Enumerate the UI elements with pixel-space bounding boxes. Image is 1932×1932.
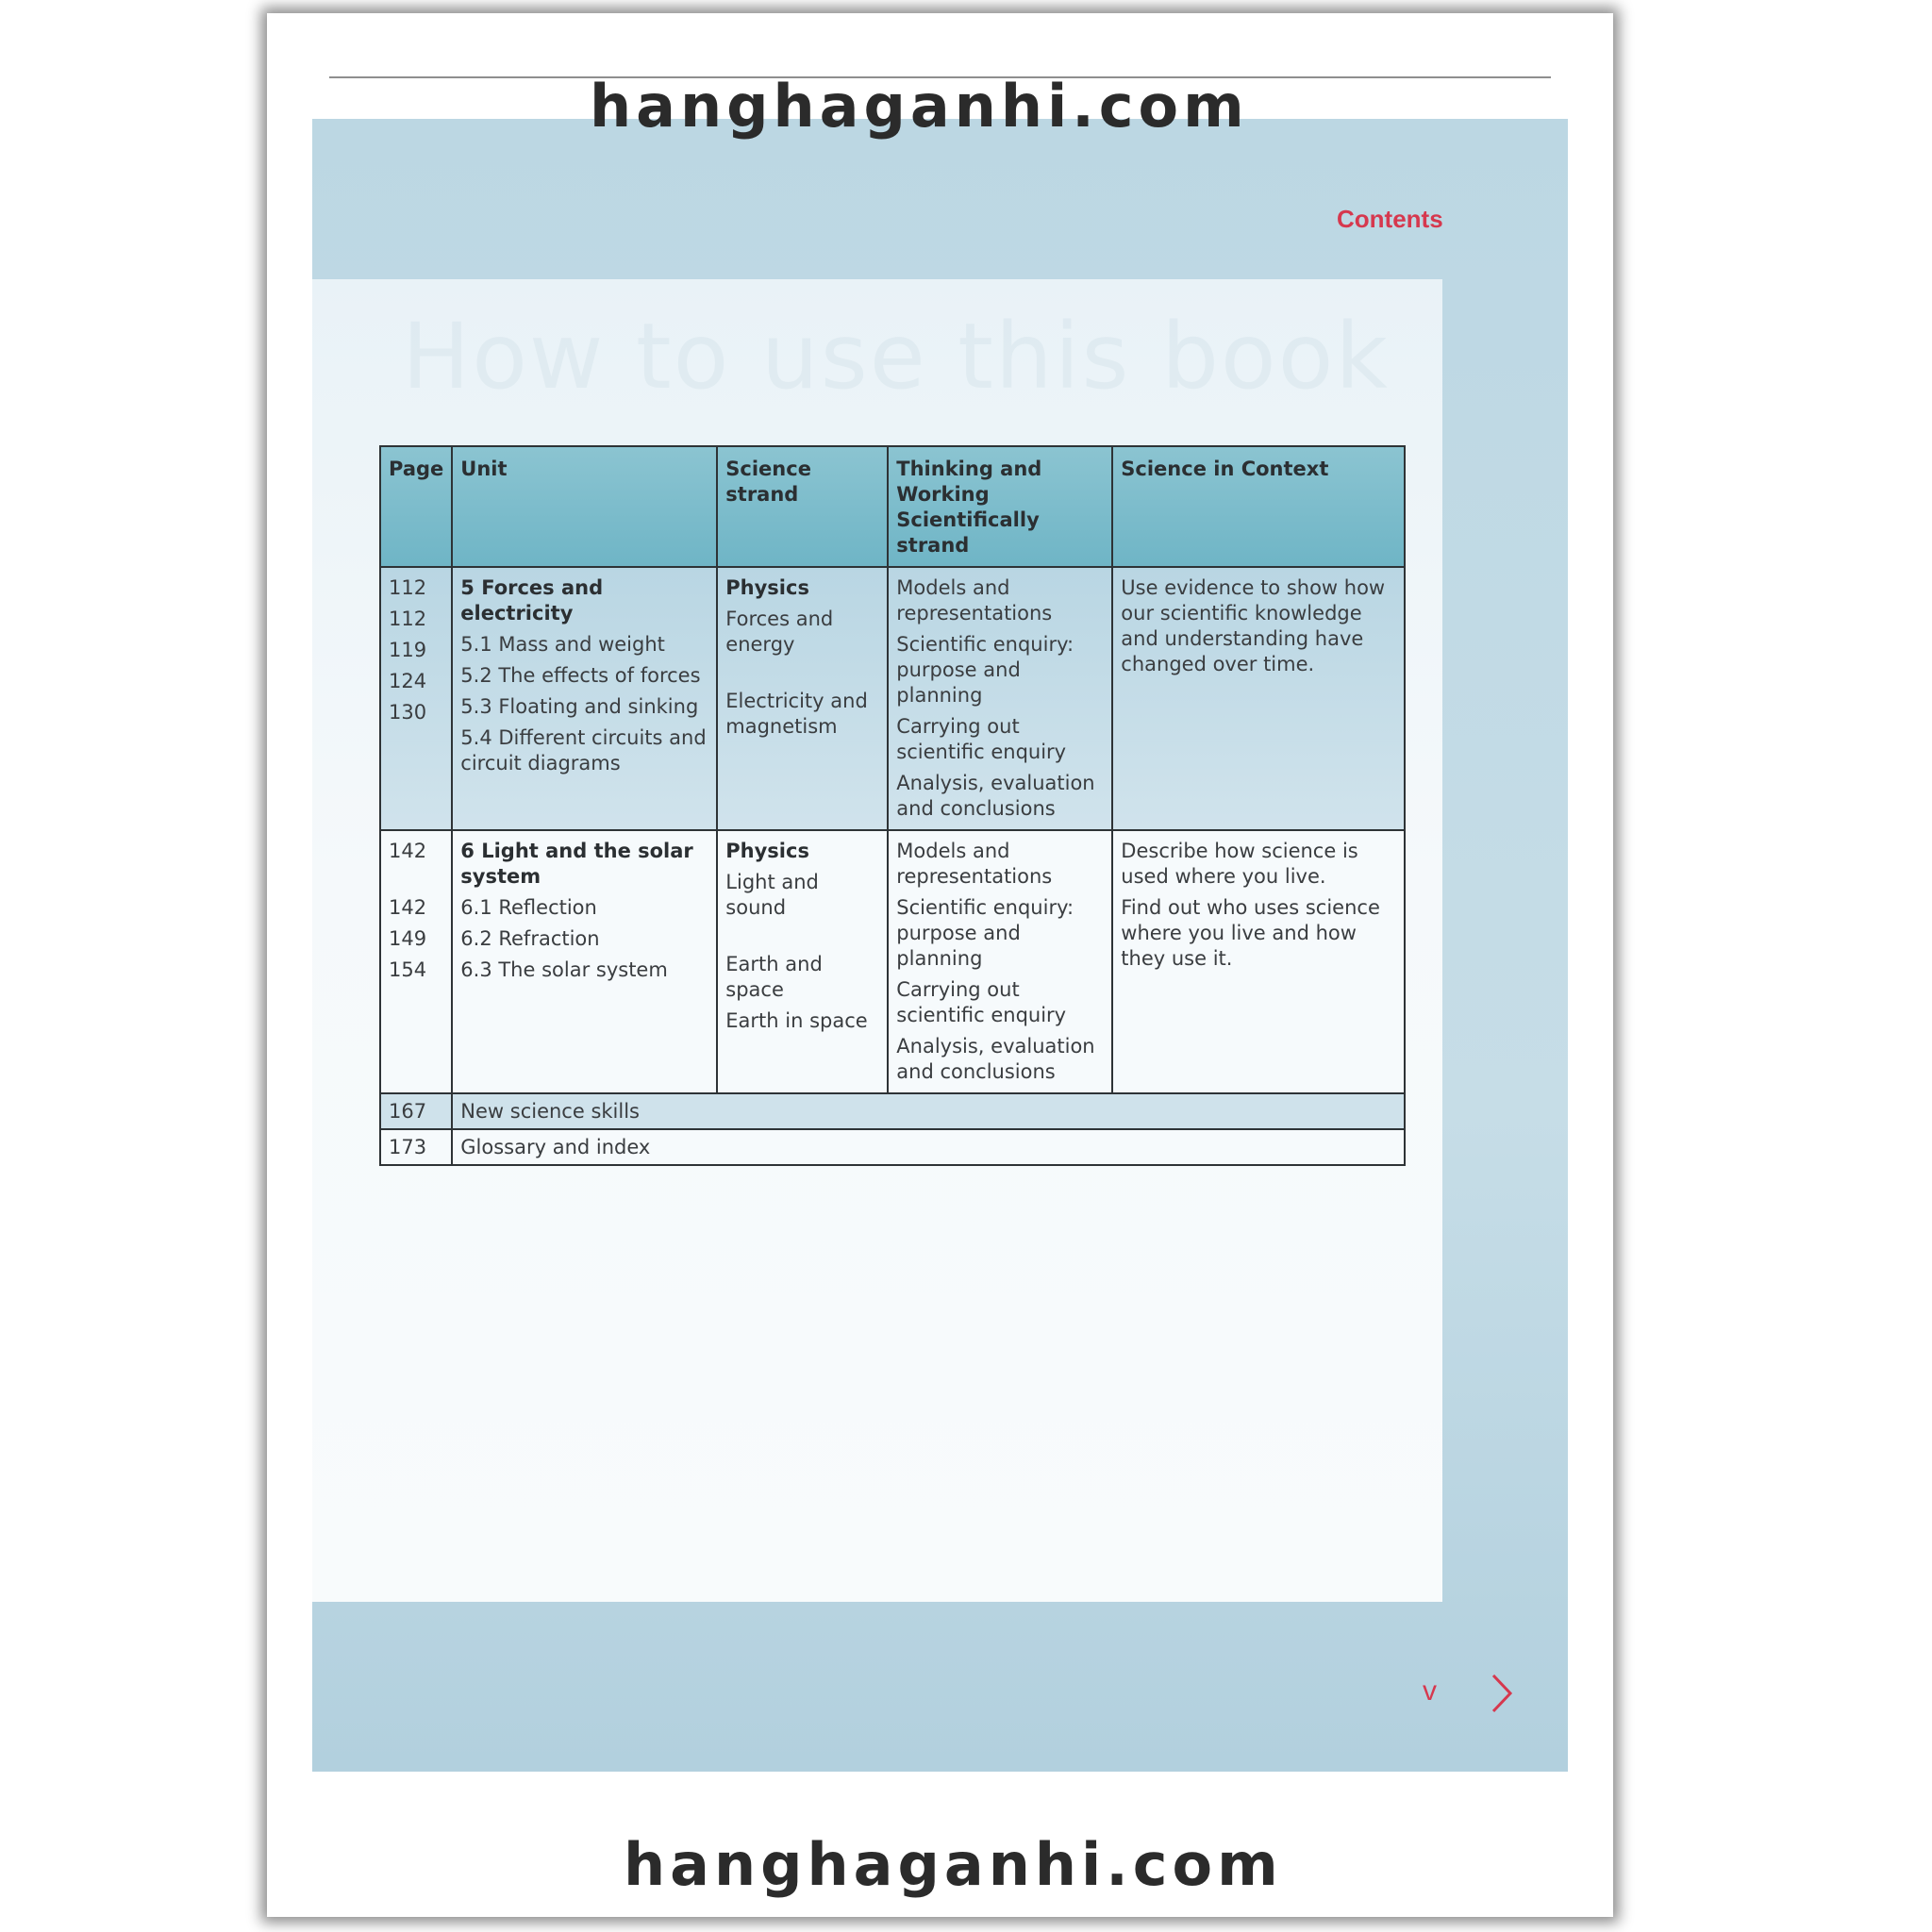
header-science-strand: Science strand [717, 446, 888, 567]
twss-item: Scientific enquiry: purpose and planning [896, 633, 1074, 707]
topic-link[interactable]: 5.1 Mass and weight [460, 633, 665, 656]
twss-item: Scientific enquiry: purpose and planning [896, 896, 1074, 970]
twss-item: Carrying out scientific enquiry [896, 978, 1067, 1026]
topic-link[interactable]: 6.2 Refraction [460, 927, 600, 950]
twss-cell [888, 567, 1112, 830]
page-cell [380, 830, 452, 1093]
page-number-cell: 124 [389, 670, 427, 692]
page-number-cell: 119 [389, 639, 427, 661]
table-row [380, 567, 1405, 830]
topic-link[interactable]: 6.1 Reflection [460, 896, 597, 919]
header-unit: Unit [452, 446, 717, 567]
page-cell: 173 [380, 1129, 452, 1165]
twss-cell [888, 830, 1112, 1093]
strand-main: Physics [725, 576, 809, 599]
page-number-cell: 142 [389, 896, 427, 919]
strand-cell [717, 830, 888, 1093]
section-link[interactable]: New science skills [452, 1093, 1405, 1129]
page-number-cell: 112 [389, 608, 427, 630]
unit-title[interactable]: 6 Light and the solar system [460, 840, 693, 888]
strand-cell [717, 567, 888, 830]
table-row [380, 1129, 1405, 1165]
contents-table [379, 445, 1406, 1166]
unit-cell [452, 830, 717, 1093]
strand-item: Forces and energy [725, 608, 834, 656]
context-item: Use evidence to show how our scientific knowledge and understanding have changed over time. [1121, 576, 1386, 675]
page-cell: 167 [380, 1093, 452, 1129]
header-page: Page [380, 446, 452, 567]
table-row [380, 1093, 1405, 1129]
topic-link[interactable]: 6.3 The solar system [460, 958, 668, 981]
twss-item: Carrying out scientific enquiry [896, 715, 1067, 763]
section-label[interactable]: Contents [1337, 205, 1443, 233]
strand-item: Electricity and magnetism [725, 690, 868, 738]
context-cell [1112, 567, 1405, 830]
page-cell [380, 567, 452, 830]
page-number-cell: 149 [389, 927, 427, 950]
page-number: v [1423, 1675, 1437, 1707]
unit-cell [452, 567, 717, 830]
topic-link[interactable]: 5.2 The effects of forces [460, 664, 701, 687]
unit-title[interactable]: 5 Forces and electricity [460, 576, 604, 625]
strand-item: Earth and space [725, 953, 823, 1001]
context-item: Find out who uses science where you live and how they use it. [1121, 896, 1380, 970]
section-link[interactable]: Glossary and index [452, 1129, 1405, 1165]
header-twss-strand: Thinking and Working Scientifically strand [888, 446, 1112, 567]
twss-item: Models and representations [896, 576, 1053, 625]
topic-link[interactable]: 5.4 Different circuits and circuit diagrams [460, 726, 707, 774]
strand-main: Physics [725, 840, 809, 862]
context-cell [1112, 830, 1405, 1093]
watermark-top: hanghaganhi.com [590, 72, 1249, 141]
page-number-cell: 112 [389, 576, 427, 599]
table-row [380, 830, 1405, 1093]
twss-item: Analysis, evaluation and conclusions [896, 1035, 1095, 1083]
faded-heading: How to use this book [402, 304, 1390, 409]
chevron-right-icon[interactable] [1488, 1672, 1516, 1715]
page-number-cell: 142 [389, 840, 427, 862]
page-number-cell: 154 [389, 958, 427, 981]
context-item: Describe how science is used where you live. [1121, 840, 1358, 888]
twss-item: Models and representations [896, 840, 1053, 888]
table-header-row [380, 446, 1405, 567]
strand-item: Light and sound [725, 871, 819, 919]
header-science-in-context: Science in Context [1112, 446, 1405, 567]
topic-link[interactable]: 5.3 Floating and sinking [460, 695, 699, 718]
strand-item: Earth in space [725, 1009, 868, 1032]
page-number-cell: 130 [389, 701, 427, 724]
twss-item: Analysis, evaluation and conclusions [896, 772, 1095, 820]
watermark-bottom: hanghaganhi.com [624, 1830, 1283, 1899]
